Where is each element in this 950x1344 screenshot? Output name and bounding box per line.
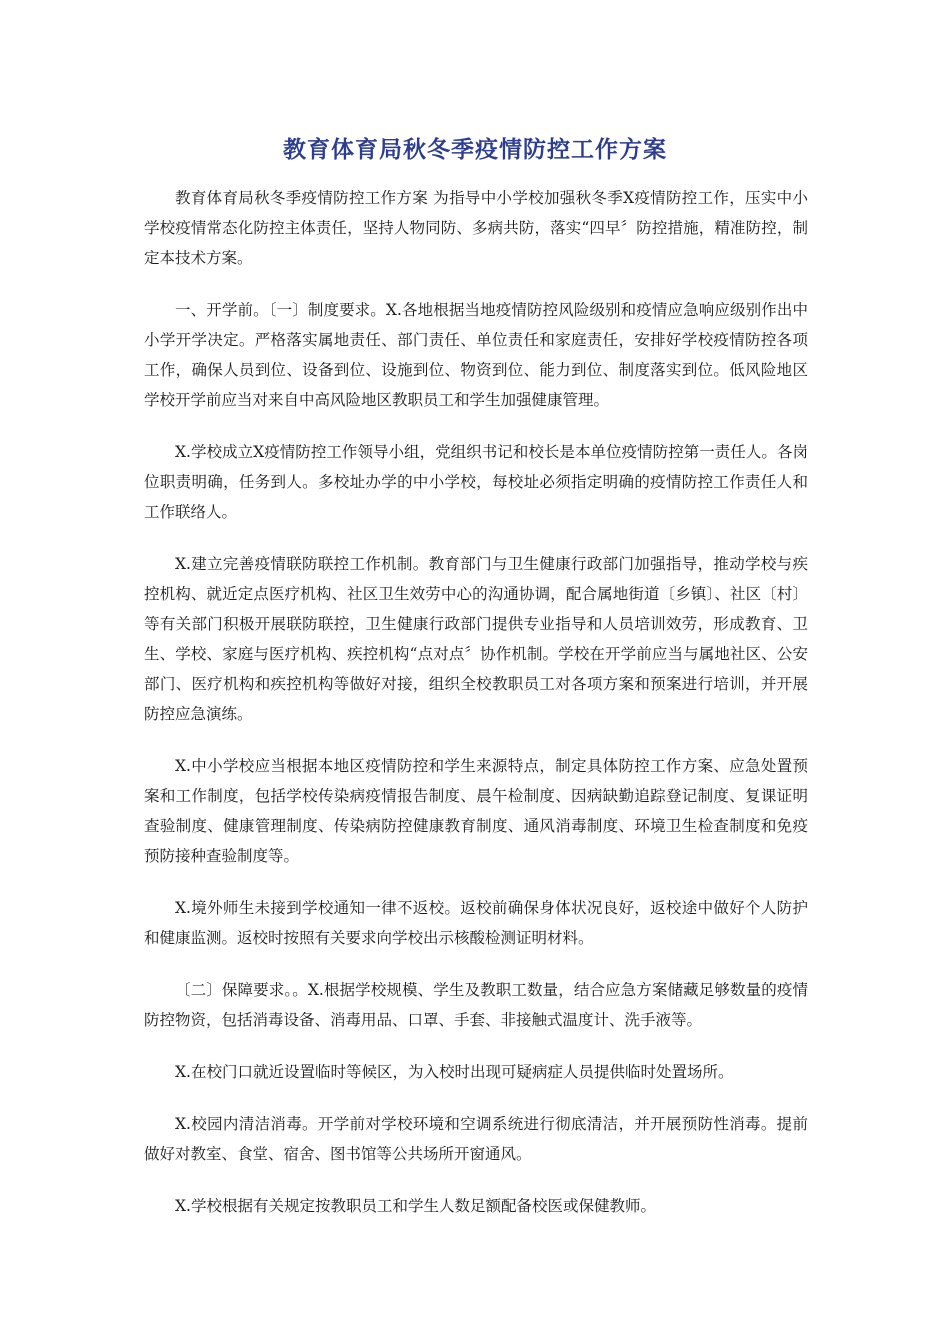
paragraph-overseas-students: X.境外师生未接到学校通知一律不返校。返校前确保身体状况良好，返校途中做好个人防护和健康监测。返校时按照有关要求向学校出示核酸检测证明材料。 <box>144 899 808 947</box>
document-title: 教育体育局秋冬季疫情防控工作方案 <box>283 137 667 163</box>
paragraph-waiting-area: X.在校门口就近设置临时等候区，为入校时出现可疑病症人员提供临时处置场所。 <box>175 1063 734 1081</box>
paragraph-school-doctor: X.学校根据有关规定按教职员工和学生人数足额配备校医或保健教师。 <box>175 1197 656 1215</box>
paragraph-leadership-group: X.学校成立X疫情防控工作领导小组，党组织书记和校长是本单位疫情防控第一责任人。各岗位职责明确，任务到人。多校址办学的中小学校，每校址必须指定明确的疫情防控工作责任人和工作联络人。 <box>144 443 808 521</box>
paragraph-work-plan: X.中小学校应当根据本地区疫情防控和学生来源特点，制定具体防控工作方案、应急处置预案和工作制度，包括学校传染病疫情报告制度、晨午检制度、因病缺勤追踪登记制度、复课证明查验制度、健康管理制度、传染病防控健康教育制度、通风消毒制度、环境卫生检查制度和免疫预防接种查验制度等。 <box>144 757 808 865</box>
paragraph-supplies: 〔二〕保障要求。。X.根据学校规模、学生及教职工数量，结合应急方案储藏足够数量的疫情防控物资，包括消毒设备、消毒用品、口罩、手套、非接触式温度计、洗手液等。 <box>144 981 808 1029</box>
document-body <box>144 183 808 1243</box>
paragraph-intro: 教育体育局秋冬季疫情防控工作方案 为指导中小学校加强秋冬季X疫情防控工作，压实中小学校疫情常态化防控主体责任，坚持人物同防、多病共防，落实“四早〞防控措施，精准防控，制定本技术方案。 <box>144 189 808 267</box>
paragraph-before-school: 一、开学前。〔一〕制度要求。X.各地根据当地疫情防控风险级别和疫情应急响应级别作出中小学开学决定。严格落实属地责任、部门责任、单位责任和家庭责任，安排好学校疫情防控各项工作，确保人员到位、设备到位、设施到位、物资到位、能力到位、制度落实到位。低风险地区学校开学前应当对来自中高风险地区教职员工和学生加强健康管理。 <box>144 301 808 409</box>
paragraph-disinfection: X.校园内清洁消毒。开学前对学校环境和空调系统进行彻底清洁，并开展预防性消毒。提前做好对教室、食堂、宿舍、图书馆等公共场所开窗通风。 <box>144 1115 808 1163</box>
paragraph-joint-mechanism: X.建立完善疫情联防联控工作机制。教育部门与卫生健康行政部门加强指导，推动学校与疾控机构、就近定点医疗机构、社区卫生效劳中心的沟通协调，配合属地街道〔乡镇〕、社区〔村〕等有关部门积极开展联防联控，卫生健康行政部门提供专业指导和人员培训效劳，形成教育、卫生、学校、家庭与医疗机构、疾控机构“点对点〞协作机制。学校在开学前应当与属地社区、公安部门、医疗机构和疾控机构等做好对接，组织全校教职员工对各项方案和预案进行培训，并开展防控应急演练。 <box>144 555 808 723</box>
